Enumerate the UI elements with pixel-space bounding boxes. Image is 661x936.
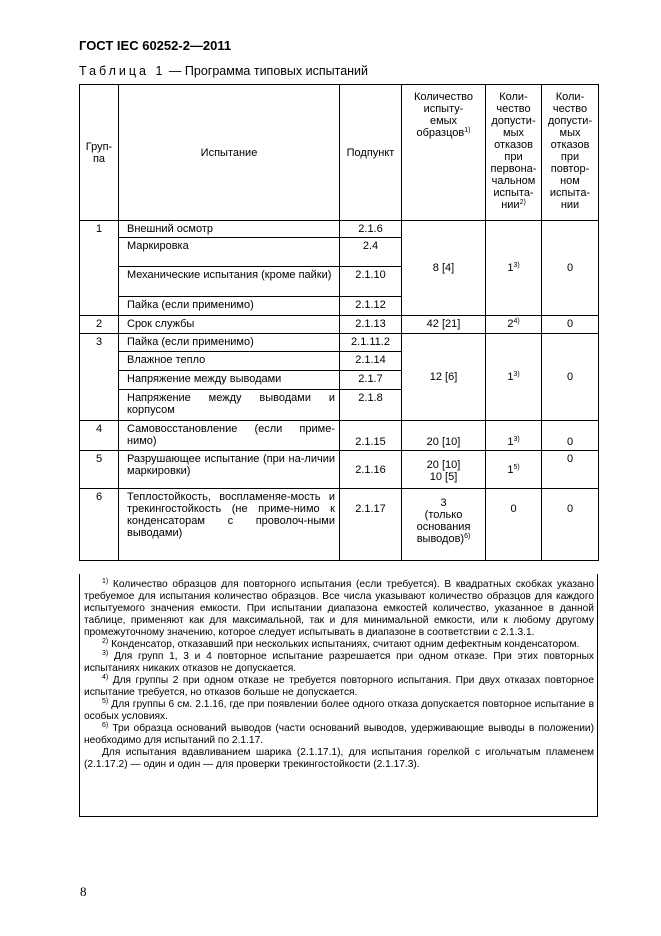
test-cell: Самовосстановление (если приме-нимо) [119,421,340,451]
subclause-cell: 2.1.12 [340,297,402,316]
sample-count-cell: 20 [10] [402,421,486,451]
table-row [80,221,599,238]
test-cell: Теплостойкость, воспламеняе-мость и трекингостойкость (не приме-нимо к конденсаторам с проволоч-ными выводами) [119,489,340,561]
group-cell: 2 [80,316,119,334]
subclause-cell: 2.1.8 [340,390,402,421]
initial-failures-cell: 1$^{3)}$ [486,334,542,421]
subclause-cell: 2.4 [340,238,402,267]
initial-failures-cell: 1$^{3)}$ [486,221,542,316]
header-test: Испытание [119,85,340,221]
subclause-cell: 2.1.17 [340,489,402,561]
test-cell: Срок службы [119,316,340,334]
test-cell: Пайка (если применимо) [119,297,340,316]
test-cell: Разрушающее испытание (при на-личии маркировки) [119,451,340,489]
test-cell: Влажное тепло [119,352,340,371]
initial-failures-cell: 0 [486,489,542,561]
repeat-failures-cell: 0 [542,316,599,334]
repeat-failures-cell: 0 [542,451,599,489]
table-caption [79,64,368,78]
repeat-failures-cell: 0 [542,221,599,316]
test-program-table [79,84,599,561]
subclause-cell: 2.1.6 [340,221,402,238]
document-header: ГОСТ IEC 60252-2—2011 [79,38,232,53]
header-subclause: Подпункт [340,85,402,221]
table-row [80,451,599,489]
group-cell: 1 [80,221,119,316]
header-repeat-failures: Коли- чество допусти- мых отказов при повтор- ном испыта- нии [542,85,599,221]
test-cell: Напряжение между выводами [119,371,340,390]
footnote: $^{3)}$ Для групп 1, 3 и 4 повторное испытание разрешается при одном отказе. При этих повторных испытаниях никаких отказов не допускается. [84,650,594,674]
subclause-cell: 2.1.13 [340,316,402,334]
page-number: 8 [80,884,87,899]
repeat-failures-cell: 0 [542,489,599,561]
footnote: $^{2)}$ Конденсатор, отказавший при нескольких испытаниях, считают одним дефектным конденсатором. [102,638,580,650]
initial-failures-cell: 1$^{3)}$ [486,421,542,451]
sample-count-cell: 3 (только основания выводов)$^{6)}$ [402,489,486,561]
footnote: Для испытания вдавливанием шарика (2.1.17.1), для испытания горелкой с игольчатым пламенем (2.1.17.2) — один и один — для проверки трекингостойкости (2.1.17.3). [84,747,594,770]
subclause-cell: 2.1.14 [340,352,402,371]
test-cell: Внешний осмотр [119,221,340,238]
test-cell: Механические испытания (кроме пайки) [119,267,340,297]
repeat-failures-cell: 0 [542,421,599,451]
table-row [80,489,599,561]
subclause-cell: 2.1.10 [340,267,402,297]
table-caption-prefix: Таблица 1 [79,64,166,78]
footnote: $^{5)}$ Для группы 6 см. 2.1.16, где при появлении более одного отказа допускается повторное испытание в особых условиях. [84,698,594,722]
table-row [80,334,599,352]
table-caption-title: — Программа типовых испытаний [165,64,369,78]
initial-failures-cell: 1$^{5)}$ [486,451,542,489]
group-cell: 5 [80,451,119,489]
table-row [80,421,599,451]
footnote: $^{6)}$ Три образца оснований выводов (части оснований выводов, удерживающие выводы в положении) необходимо для испытаний по 2.1.17. [84,722,594,746]
table-row [80,316,599,334]
repeat-failures-cell: 0 [542,334,599,421]
group-cell: 4 [80,421,119,451]
group-cell: 3 [80,334,119,421]
header-sample-count: Количество испыту- емых образцов$^{1)}$ [402,85,486,221]
test-cell: Пайка (если применимо) [119,334,340,352]
subclause-cell: 2.1.11.2 [340,334,402,352]
sample-count-cell: 42 [21] [402,316,486,334]
sample-count-cell: 12 [6] [402,334,486,421]
table-header-row [80,85,599,221]
footnote: $^{1)}$ Количество образцов для повторного испытания (если требуется). В квадратных скобках указано требуемое для испытания количество образцов. Все числа указывают количество образцов для каждого испытуемого значения емкости. При испытании диапазона емкостей количество, указанное в данной таблице, применяют как для максимальной, так и для минимальной емкости, или к любому другому промежуточному значению, которое следует испытывать в диапазоне в соответствии с 2.1.3.1. [84,578,594,638]
header-initial-failures: Коли- чество допусти- мых отказов при первона- чальном испыта- нии$^{2)}$ [486,85,542,221]
initial-failures-cell: 2$^{4)}$ [486,316,542,334]
sample-count-cell: 8 [4] [402,221,486,316]
subclause-cell: 2.1.16 [340,451,402,489]
test-cell: Маркировка [119,238,340,267]
table-footnotes [79,574,598,817]
subclause-cell: 2.1.7 [340,371,402,390]
footnote: $^{4)}$ Для группы 2 при одном отказе не требуется повторного испытания. При двух отказах повторное испытание требуется, но отказов больше не допускается. [84,674,594,698]
group-cell: 6 [80,489,119,561]
subclause-cell: 2.1.15 [340,421,402,451]
header-group: Груп- па [80,85,119,221]
test-cell: Напряжение между выводами и корпусом [119,390,340,421]
sample-count-cell: 20 [10] 10 [5] [402,451,486,489]
